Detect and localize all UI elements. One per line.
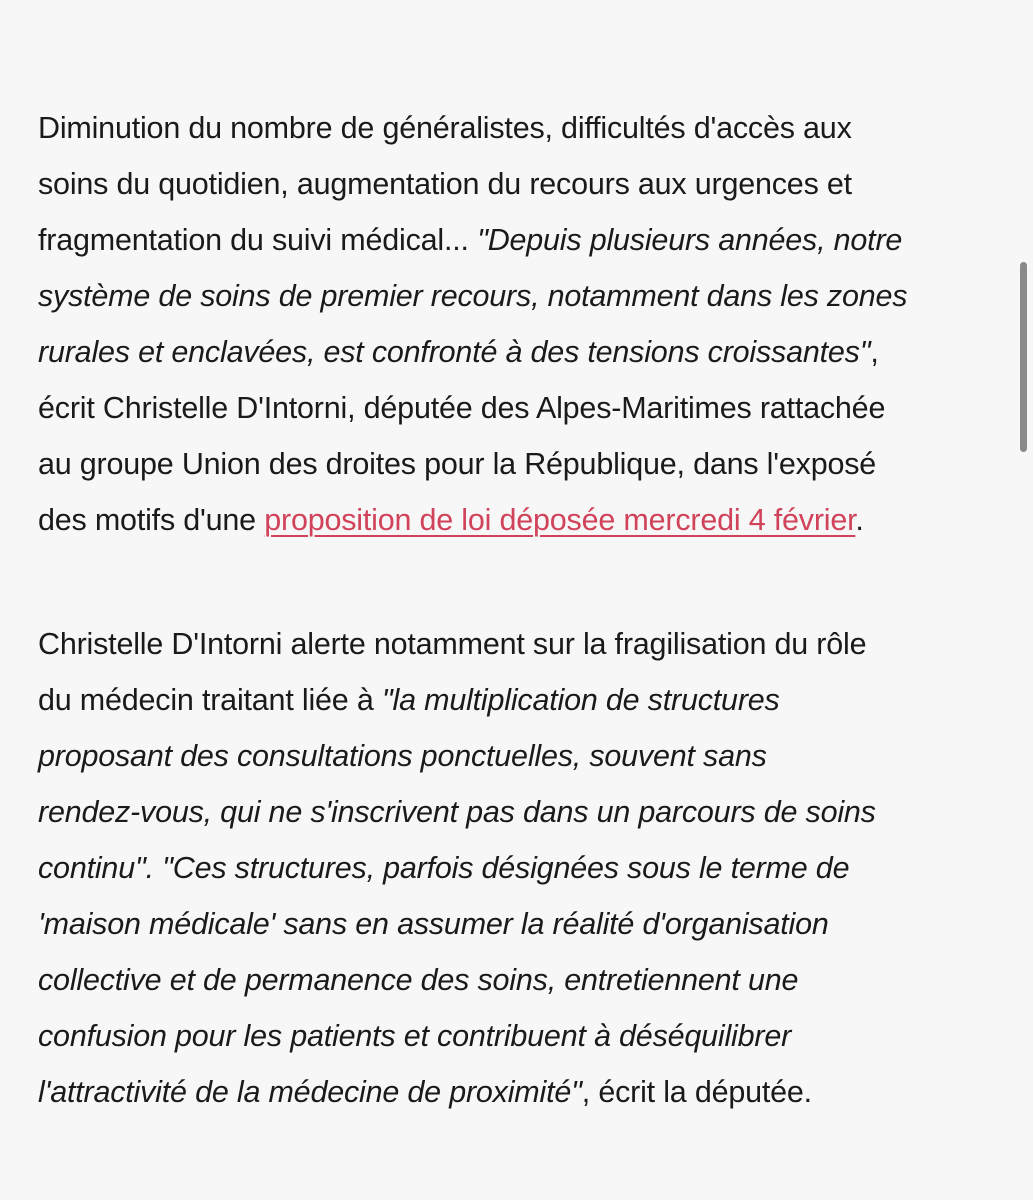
paragraph-1-line-5 [38,324,978,380]
article-body [38,100,978,1120]
paragraph-2-line-1: Christelle D'Intorni alerte notamment sur la fragilisation du rôle [38,627,867,661]
quote-line: collective et de permanence des soins, entretiennent une [38,963,799,997]
paragraph-1-line-8 [38,492,978,548]
quote-line: système de soins de premier recours, notamment dans les zones [38,279,908,313]
paragraph-2 [38,616,978,1120]
quote-text: "Depuis plusieurs années, notre [477,223,903,257]
scrollbar-thumb[interactable] [1020,262,1027,452]
quote-line: rendez-vous, qui ne s'inscrivent pas dans un parcours de soins [38,795,876,829]
paragraph-2-line-2-text: du médecin traitant liée à [38,683,382,717]
quote-line: proposant des consultations ponctuelles, souvent sans [38,739,767,773]
quote-text: l'attractivité de la médecine de proximité" [38,1075,582,1109]
paragraph-1-line-6: écrit Christelle D'Intorni, députée des Alpes-Maritimes rattachée [38,391,886,425]
paragraph-1-line-3-text: fragmentation du suivi médical... [38,223,478,257]
paragraph-2-line-9-text: , écrit la députée. [581,1075,812,1109]
quote-line: continu". "Ces structures, parfois désignées sous le terme de [38,851,850,885]
punctuation: , [870,335,879,369]
punctuation: . [855,503,864,537]
paragraph-1-line-1: Diminution du nombre de généralistes, difficultés d'accès aux [38,111,852,145]
paragraph-2-line-2 [38,672,978,728]
paragraph-1 [38,100,978,548]
paragraph-1-line-2: soins du quotidien, augmentation du recours aux urgences et [38,167,852,201]
proposition-de-loi-link[interactable]: proposition de loi déposée mercredi 4 février [264,503,856,537]
quote-line: 'maison médicale' sans en assumer la réalité d'organisation [38,907,829,941]
quote-text: "la multiplication de structures [381,683,780,717]
paragraph-1-line-3 [38,212,978,268]
quote-text: rurales et enclavées, est confronté à des tensions croissantes" [38,335,871,369]
paragraph-1-line-8-text: des motifs d'une [38,503,265,537]
quote-line: confusion pour les patients et contribuent à déséquilibrer [38,1019,792,1053]
paragraph-2-line-9 [38,1064,978,1120]
paragraph-1-line-7: au groupe Union des droites pour la République, dans l'exposé [38,447,877,481]
